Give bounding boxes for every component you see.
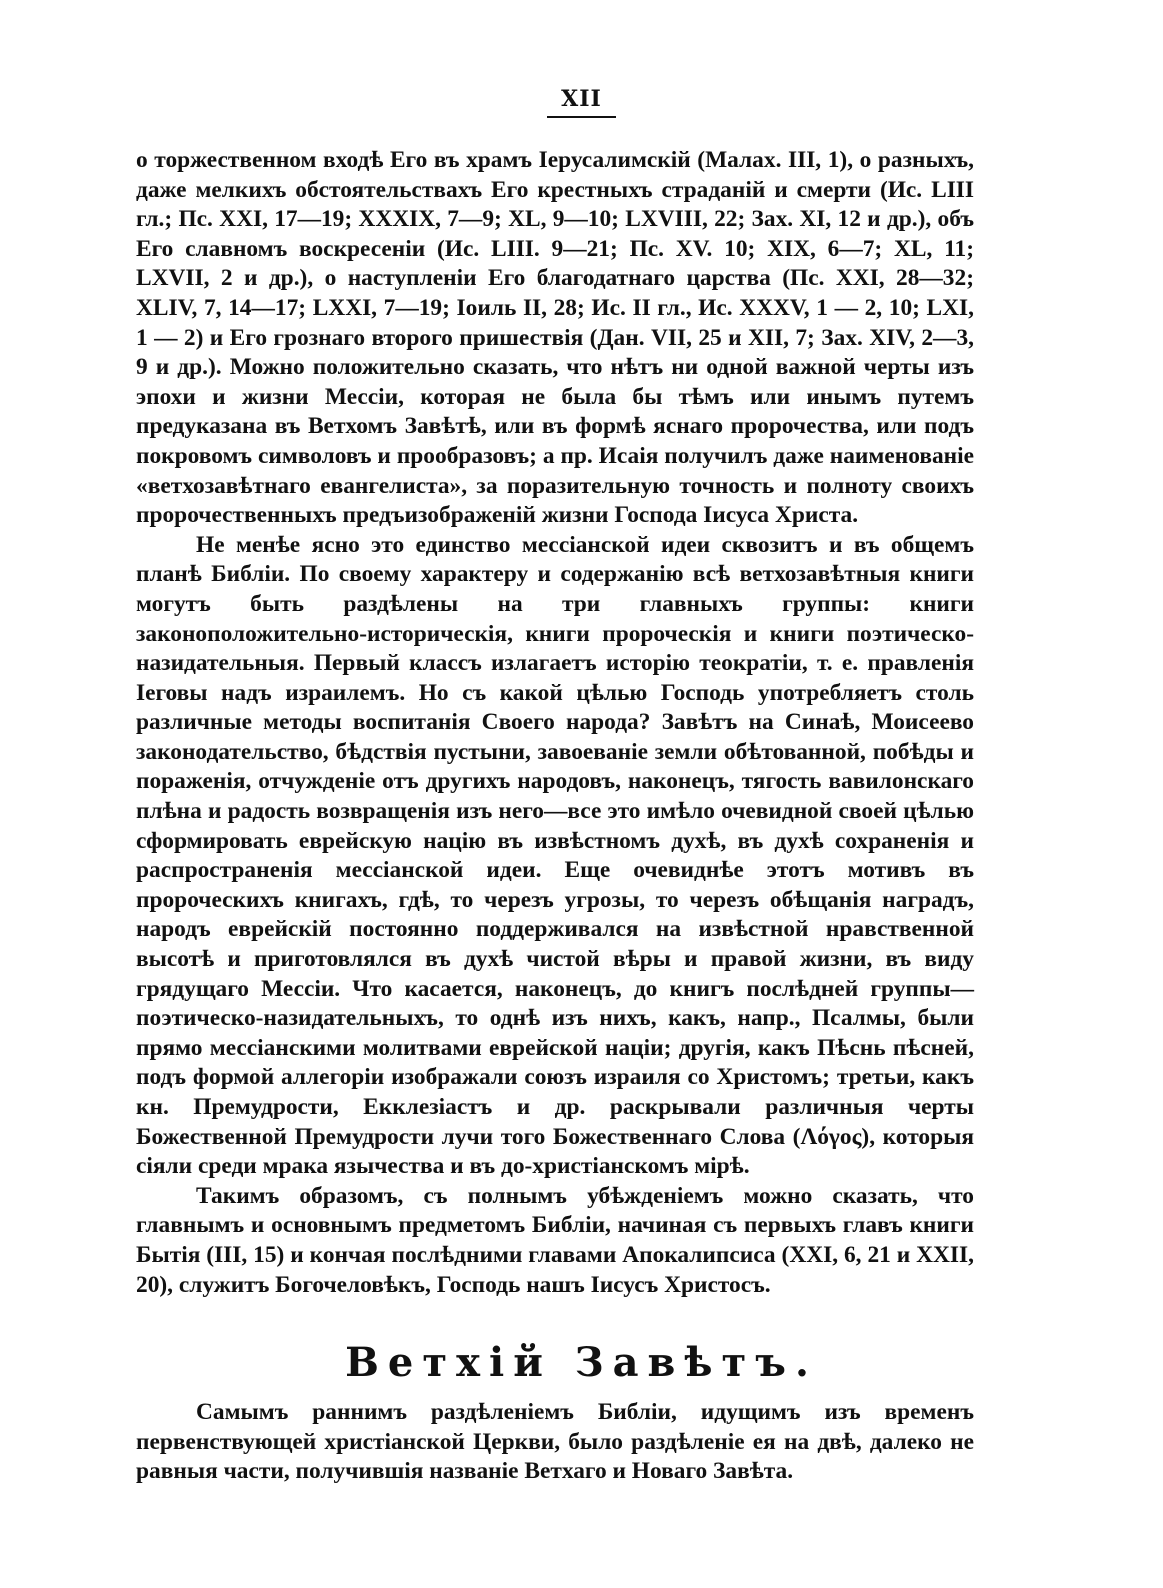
section-heading: Ветхій Завѣтъ. xyxy=(345,1339,818,1386)
body-text xyxy=(136,146,974,1300)
paragraph-conclusion: Такимъ образомъ, съ полнымъ убѣжденіемъ можно сказать, что главнымъ и основнымъ предметомъ Библіи, начиная съ первыхъ главъ книги Бытія (III, 15) и кончая послѣдними главами Апокалипсиса (XXI, 6, 21 и XXII, 20), служитъ Богочеловѣкъ, Господь нашъ Іисусъ Христосъ. xyxy=(136,1182,974,1298)
paragraph-continuation: о торжественном входѣ Его въ храмъ Іерусалимскій (Малах. III, 1), о разныхъ, даже мелкихъ обстоятельствахъ Его крестныхъ страданій и смерти (Ис. LIII гл.; Пс. XXI, 17—19; XXXIX, 7—9; XL, 9—10; LXVIII, 22; Зах. XI, 12 и др.), объ Его славномъ воскресеніи (Ис. LIII. 9—21; Пс. XV. 10; XIX, 6—7; XL, 11; LXVII, 2 и др.), о наступленіи Его благодатнаго царства (Пс. XXI, 28—32; XLIV, 7, 14—17; LXXI, 7—19; Іоиль II, 28; Ис. II гл., Ис. XXXV, 1 — 2, 10; LXI, 1 — 2) и Его грознаго второго пришествія (Дан. VII, 25 и XII, 7; Зах. XIV, 2—3, 9 и др.). Можно положительно сказать, что нѣтъ ни одной важной черты изъ эпохи и жизни Мессіи, которая не была бы тѣмъ или инымъ путемъ предуказана въ Ветхомъ Завѣтѣ, или въ формѣ яснаго пророчества, или подъ покровомъ символовъ и прообразовъ; а пр. Исаія получилъ даже наименованіе «ветхозавѣтнаго евангелиста», за поразительную точность и полноту своихъ пророчественныхъ предъизображеній жизни Господа Іисуса Христа. xyxy=(136,147,974,529)
section-body xyxy=(136,1398,974,1487)
page-number: XII xyxy=(547,84,616,118)
section-paragraph: Самымъ раннимъ раздѣленіемъ Библіи, идущимъ изъ временъ первенствующей христіанской Церкви, было раздѣленіе ея на двѣ, далеко не равныя части, получившія названіе Ветхаго и Новаго Завѣта. xyxy=(136,1399,974,1485)
paragraph-plan-of-bible: Не менѣе ясно это единство мессіанской идеи сквозитъ и въ общемъ планѣ Библіи. По своему характеру и содержанію всѣ ветхозавѣтныя книги могутъ быть раздѣлены на три главныхъ группы: книги законоположительно-историческія, книги пророческія и книги поэтическо-назидательныя. Первый классъ излагаетъ исторію теократіи, т. е. правленія Іеговы надъ израилемъ. Но съ какой цѣлью Господь употребляетъ столь различные методы воспитанія Своего народа? Завѣтъ на Синаѣ, Моисеево законодательство, бѣдствія пустыни, завоеваніе земли обѣтованной, побѣды и пораженія, отчужденіе отъ другихъ народовъ, наконецъ, тягость вавилонскаго плѣна и радость возвращенія изъ него—все это имѣло очевидной своей цѣлью сформировать еврейскую націю въ извѣстномъ духѣ, въ духѣ сохраненія и распространенія мессіанской идеи. Еще очевиднѣе этотъ мотивъ въ пророческихъ книгахъ, гдѣ, то черезъ угрозы, то черезъ обѣщанія наградъ, народъ еврейскій постоянно поддерживался на извѣстной нравственной высотѣ и приготовлялся въ духѣ чистой вѣры и правой жизни, въ виду грядущаго Мессіи. Что касается, наконецъ, до книгъ послѣдней группы—поэтическо-назидательныхъ, то однѣ изъ нихъ, какъ, напр., Псалмы, были прямо мессіанскими молитвами еврейской націи; другія, какъ Пѣснь пѣсней, подъ формой аллегоріи изображали союзъ израиля со Христомъ; третьи, какъ кн. Премудрости, Екклезіастъ и др. раскрывали различныя черты Божественной Премудрости лучи того Божественнаго Слова (Λόγος), которыя сіяли среди мрака язычества и въ до-христіанскомъ мірѣ. xyxy=(136,531,974,1180)
page-header xyxy=(0,84,1163,118)
